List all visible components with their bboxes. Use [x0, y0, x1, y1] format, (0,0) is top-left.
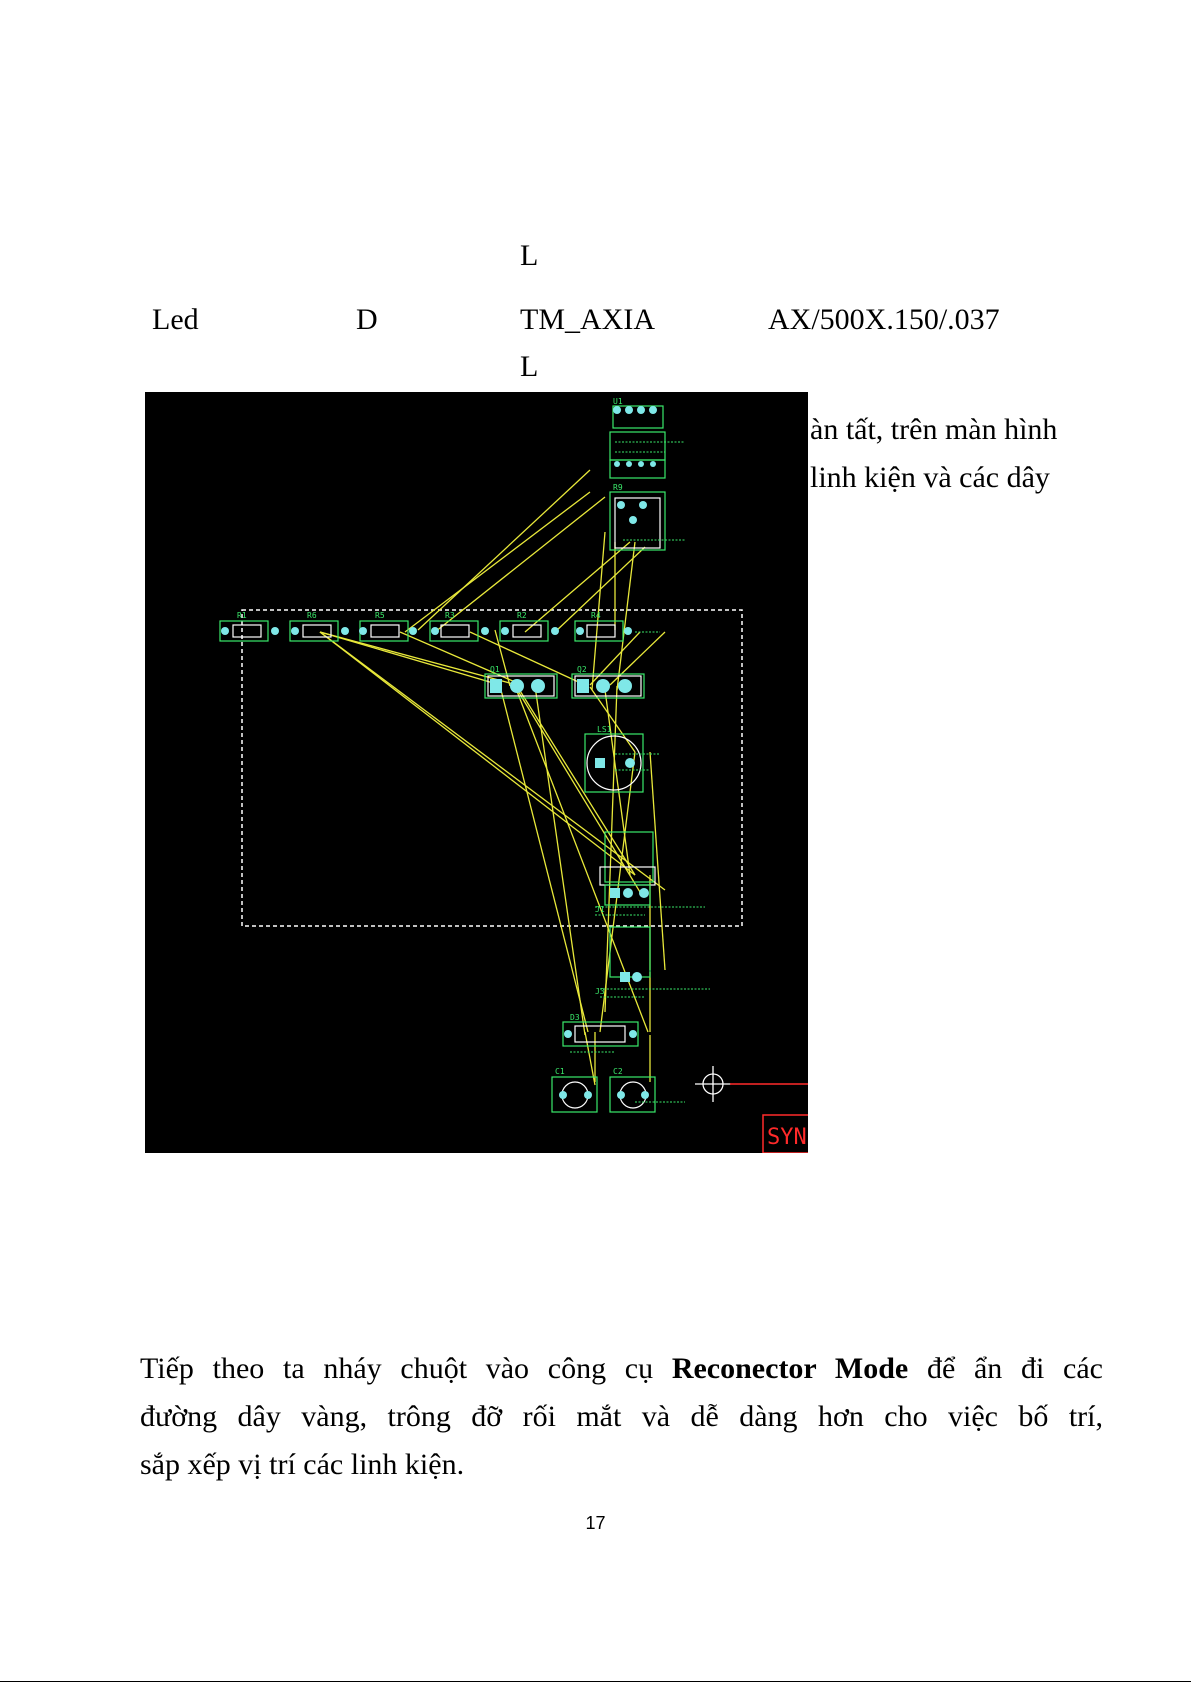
svg-text:R2: R2	[517, 611, 527, 620]
page-number: 17	[585, 1513, 606, 1533]
table-cell-footprint-wrap: L	[520, 239, 539, 272]
table-cell-part: Led	[152, 303, 199, 336]
paragraph-fragment-2: linh kiện và các dây	[810, 461, 1050, 494]
svg-text:J3: J3	[595, 987, 605, 996]
svg-text:Q1: Q1	[490, 665, 500, 674]
svg-text:D3: D3	[570, 1013, 580, 1022]
svg-text:J1: J1	[595, 905, 605, 914]
paragraph-fragment-1: àn tất, trên màn hình	[810, 413, 1058, 446]
body-line-3: sắp xếp vị trí các linh kiện.	[140, 1448, 465, 1481]
body-text: để ẩn đi các	[908, 1352, 1103, 1385]
svg-text:R6: R6	[307, 611, 317, 620]
screenshot-background	[145, 392, 808, 1153]
body-line-2: đường dây vàng, trông đỡ rối mắt và dễ dàng hơn cho việc bố trí,	[140, 1400, 1103, 1433]
svg-text:R9: R9	[613, 483, 623, 492]
svg-text:R5: R5	[375, 611, 385, 620]
table-cell-value: AX/500X.150/.037	[768, 303, 1000, 336]
tool-name-bold: Reconector Mode	[671, 1352, 909, 1385]
body-paragraph	[140, 1345, 1103, 1489]
body-text: Tiếp theo ta nháy chuột vào công cụ	[140, 1352, 672, 1385]
svg-text:R1: R1	[237, 611, 247, 620]
svg-text:C1: C1	[555, 1067, 565, 1076]
footer-rule	[0, 1681, 1191, 1682]
table-cell-footprint-line2: L	[520, 350, 539, 383]
svg-text:LS1: LS1	[597, 725, 612, 734]
table-cell-footprint: TM_AXIA	[520, 303, 655, 336]
table-cell-ref: D	[356, 303, 378, 336]
svg-text:U1: U1	[613, 397, 623, 406]
svg-text:Q2: Q2	[577, 665, 587, 674]
svg-text:C2: C2	[613, 1067, 623, 1076]
body-line-1	[140, 1345, 1103, 1393]
svg-text:R3: R3	[445, 611, 455, 620]
svg-text:R4: R4	[591, 611, 601, 620]
pcb-layout-screenshot	[145, 392, 808, 1153]
status-text: SYN	[767, 1125, 807, 1150]
